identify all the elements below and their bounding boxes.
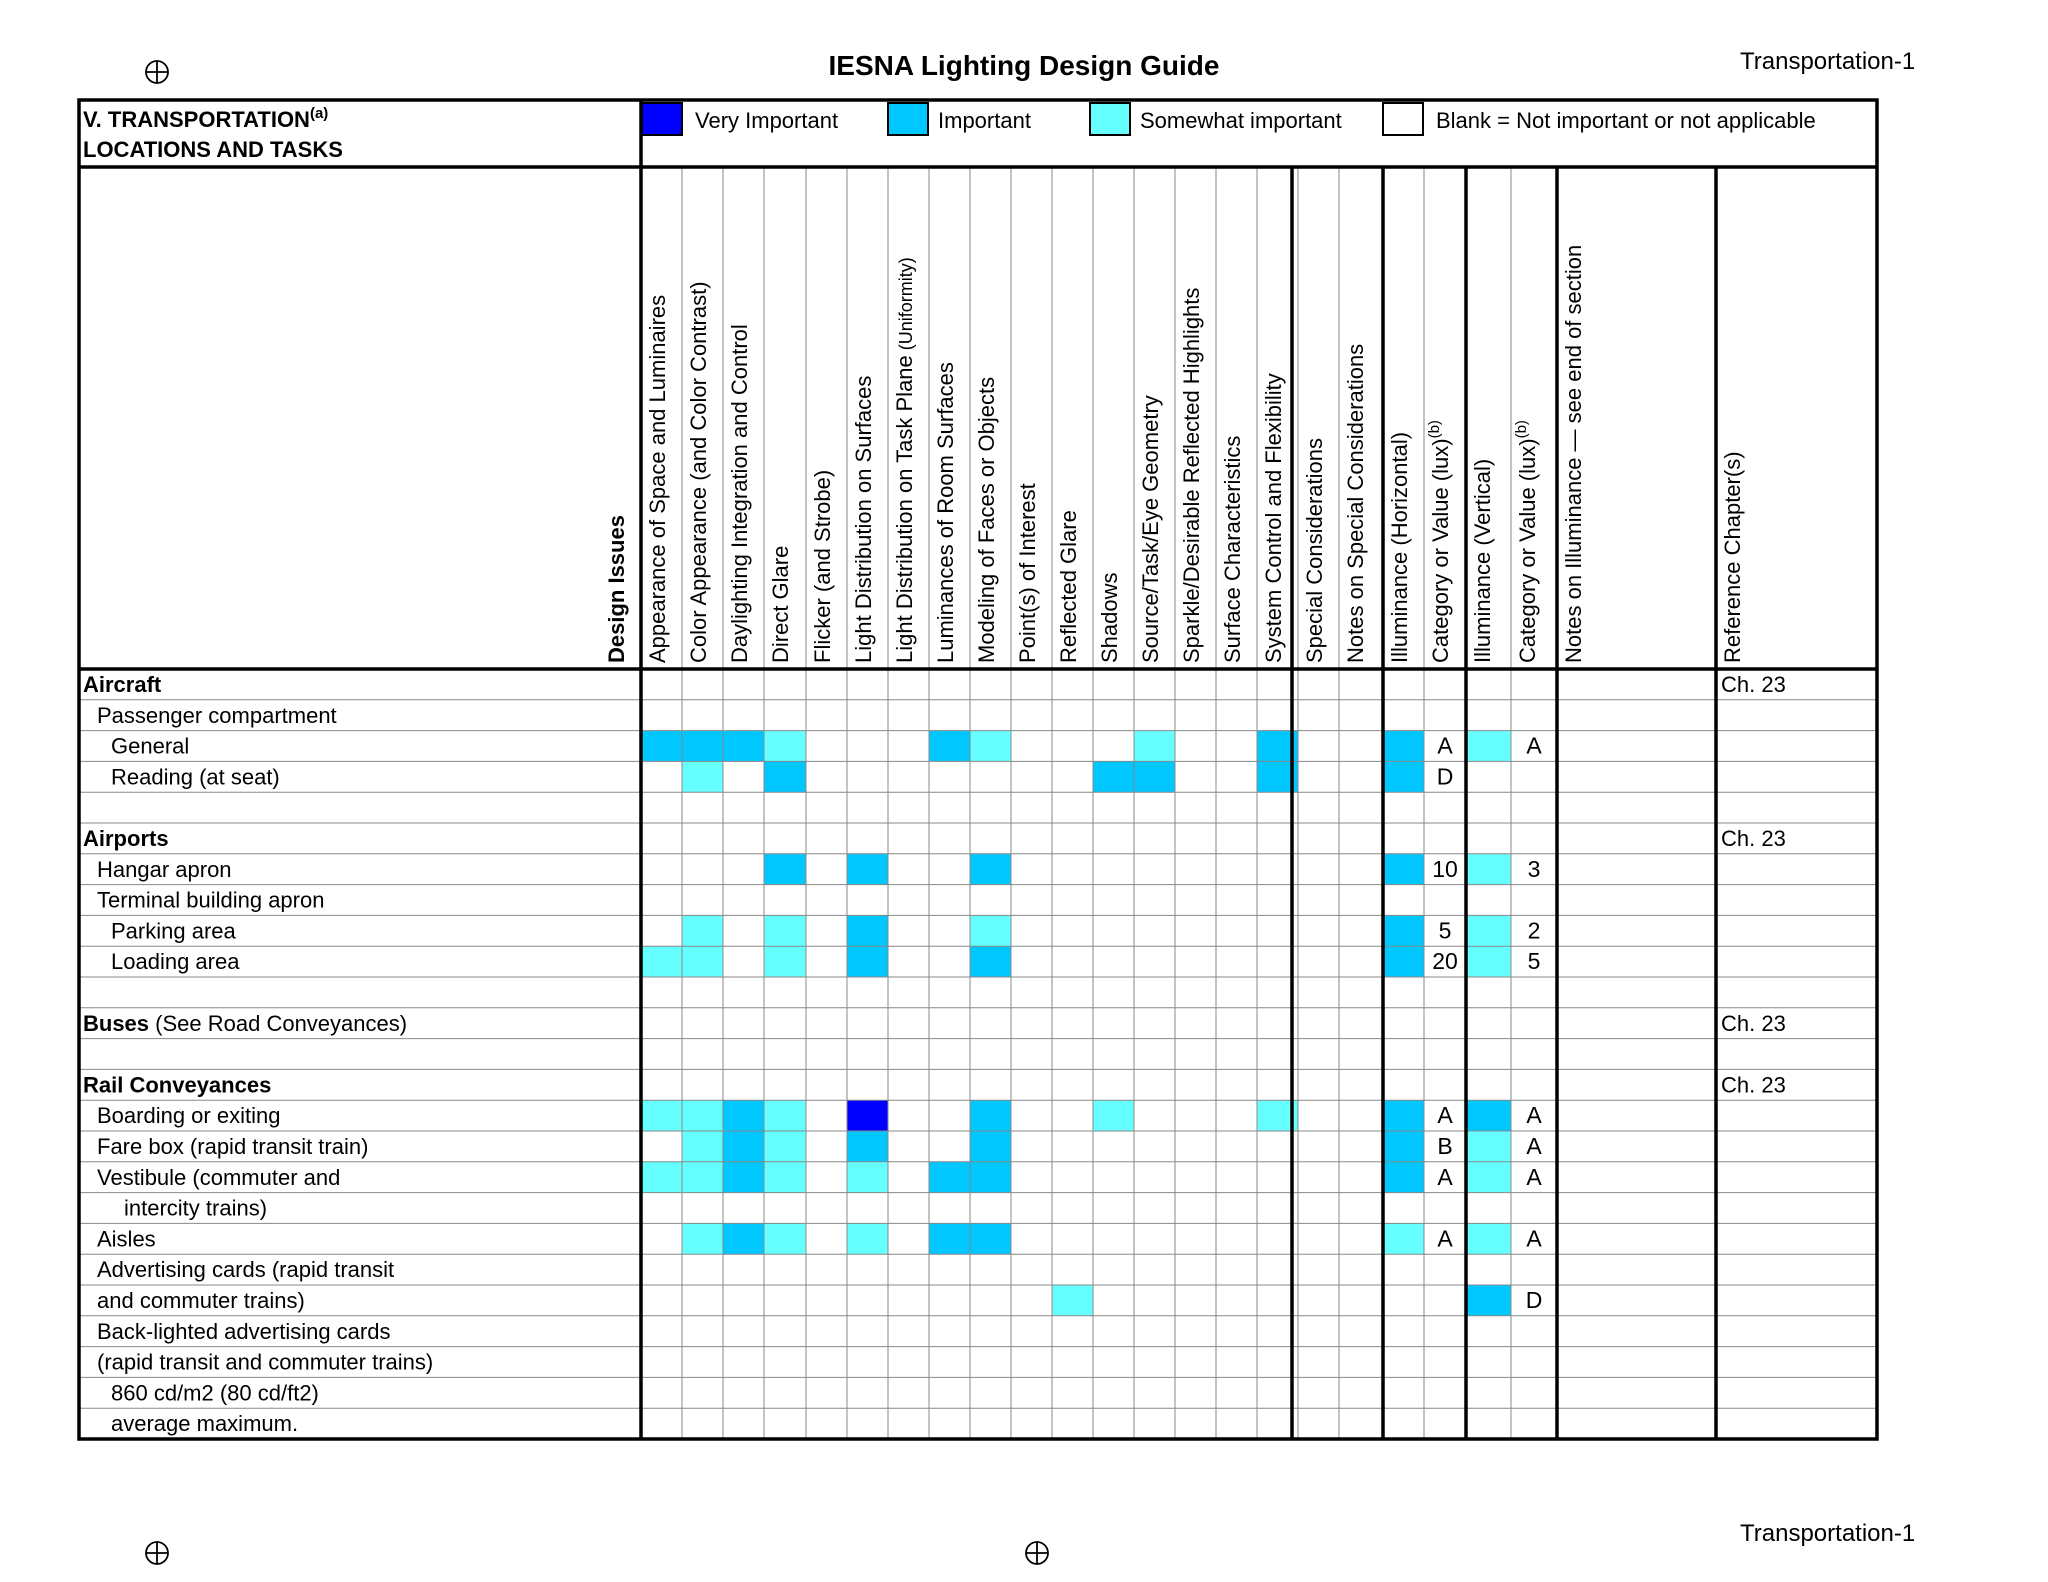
vertical-illuminance-value: D	[1525, 1287, 1543, 1313]
rating-cell	[1383, 946, 1424, 977]
rating-cell	[929, 1223, 970, 1254]
rating-cell	[1052, 1285, 1093, 1316]
rating-cell	[723, 1223, 764, 1254]
column-header: System Control and Flexibility	[1261, 373, 1286, 663]
column-header: Color Appearance (and Color Contrast)	[686, 281, 711, 663]
row-label: Boarding or exiting	[97, 1103, 281, 1129]
rating-cell	[764, 946, 806, 977]
row-label: Rail Conveyances	[83, 1072, 272, 1098]
column-header: Direct Glare	[768, 545, 793, 663]
vertical-illuminance-value: A	[1526, 1133, 1542, 1159]
rating-cell	[1466, 731, 1511, 762]
design-issues-label: Design Issues	[604, 515, 629, 663]
rating-cell	[1093, 1100, 1134, 1131]
rating-cell	[1466, 1100, 1511, 1131]
column-header: Daylighting Integration and Control	[727, 324, 752, 663]
rating-cell	[847, 1223, 888, 1254]
rating-cell	[1383, 915, 1424, 946]
rating-cell	[970, 1223, 1011, 1254]
rating-cell	[847, 854, 888, 885]
row-label: Buses (See Road Conveyances)	[83, 1010, 408, 1036]
vertical-illuminance-value: A	[1526, 1225, 1542, 1252]
rating-cell	[970, 1162, 1011, 1193]
rating-cell	[682, 915, 723, 946]
rating-cell	[1134, 761, 1175, 792]
rating-cell	[1383, 1100, 1424, 1131]
rating-cell	[764, 1162, 806, 1193]
row-label: average maximum.	[111, 1411, 299, 1437]
rating-cell	[682, 1162, 723, 1193]
rating-cell	[1383, 854, 1424, 885]
rating-cell	[929, 1162, 970, 1193]
rating-cell	[847, 1100, 888, 1131]
rating-cell	[682, 1100, 723, 1131]
footnote-mark: (a)	[309, 105, 329, 122]
column-header: Illuminance (Vertical)	[1470, 458, 1495, 663]
section-title-line2: LOCATIONS AND TASKS	[83, 137, 343, 162]
horizontal-illuminance-value: A	[1437, 1225, 1453, 1252]
rating-cell	[682, 761, 723, 792]
rating-cells	[641, 731, 1511, 1316]
legend-label: Blank = Not important or not applicable	[1436, 108, 1816, 133]
row-label: Aisles	[97, 1226, 156, 1252]
horizontal-illuminance-value: A	[1437, 1102, 1453, 1129]
legend-swatch	[888, 103, 928, 135]
page-title: IESNA Lighting Design Guide	[828, 50, 1220, 81]
rating-cell	[970, 1100, 1011, 1131]
vertical-illuminance-value: 3	[1527, 855, 1541, 882]
rating-cell	[970, 915, 1011, 946]
rating-cell	[1093, 761, 1134, 792]
page-label-top: Transportation-1	[1740, 48, 1916, 75]
rating-cell	[723, 1131, 764, 1162]
rating-cell	[682, 946, 723, 977]
column-header: Modeling of Faces or Objects	[974, 376, 999, 663]
rating-cell	[682, 731, 723, 762]
row-label: intercity trains)	[124, 1195, 268, 1221]
horizontal-illuminance-value: 5	[1438, 917, 1452, 944]
rating-cell	[1466, 854, 1511, 885]
rating-cell	[641, 1162, 682, 1193]
row-label: Loading area	[111, 949, 240, 975]
rating-cell	[970, 1131, 1011, 1162]
rating-cell	[1383, 1223, 1424, 1254]
column-header: Light Distribution on Task Plane (Uniformity)	[892, 257, 917, 663]
row-label: Reading (at seat)	[111, 764, 280, 790]
rating-cell	[641, 946, 682, 977]
column-header: Illuminance (Horizontal)	[1387, 431, 1412, 663]
column-header: Notes on Special Considerations	[1343, 343, 1368, 663]
horizontal-illuminance-value: 20	[1432, 948, 1458, 975]
rating-cell	[764, 854, 806, 885]
vertical-illuminance-value: A	[1526, 732, 1542, 759]
rating-cell	[847, 1131, 888, 1162]
rating-cell	[1383, 731, 1424, 762]
rating-cell	[764, 1100, 806, 1131]
reference-chapter: Ch. 23	[1721, 826, 1786, 851]
vertical-illuminance-value: 2	[1527, 917, 1541, 944]
rating-cell	[764, 915, 806, 946]
column-header: Shadows	[1097, 572, 1122, 663]
column-header: Luminances of Room Surfaces	[933, 362, 958, 663]
rating-cell	[1466, 1131, 1511, 1162]
vertical-illuminance-value: A	[1526, 1163, 1542, 1190]
row-label: Passenger compartment	[97, 702, 337, 728]
reference-chapter: Ch. 23	[1721, 1072, 1786, 1098]
column-header: Appearance of Space and Luminaires	[645, 294, 670, 663]
legend	[642, 103, 1816, 135]
legend-label: Very Important	[695, 108, 839, 133]
legend-label: Important	[938, 108, 1031, 133]
column-header: Category or Value (lux)$^{(b)}$	[1513, 420, 1540, 663]
rating-cell	[1383, 761, 1424, 792]
row-label: Fare box (rapid transit train)	[97, 1134, 369, 1159]
column-header: Light Distribution on Surfaces	[851, 375, 876, 663]
legend-swatch	[642, 103, 682, 135]
rating-cell	[970, 731, 1011, 762]
row-label: 860 cd/m2 (80 cd/ft2)	[111, 1380, 319, 1406]
row-label: Advertising cards (rapid transit	[97, 1257, 395, 1283]
column-header: Surface Characteristics	[1220, 435, 1245, 663]
rating-cell	[723, 1162, 764, 1193]
row-label: Parking area	[111, 918, 236, 944]
rating-cell	[764, 1131, 806, 1162]
row-label: Airports	[83, 826, 169, 851]
column-header: Flicker (and Strobe)	[810, 469, 835, 663]
rating-cell	[847, 1162, 888, 1193]
rating-cell	[1134, 731, 1175, 762]
legend-swatch	[1383, 103, 1423, 135]
horizontal-illuminance-value: A	[1437, 1163, 1453, 1190]
row-label: Back-lighted advertising cards	[97, 1318, 391, 1344]
horizontal-illuminance-value: 10	[1432, 855, 1458, 882]
reference-chapter: Ch. 23	[1721, 672, 1786, 697]
vertical-illuminance-value: A	[1526, 1102, 1542, 1129]
rating-cell	[682, 1223, 723, 1254]
rating-cell	[970, 854, 1011, 885]
column-header: Point(s) of Interest	[1015, 483, 1040, 663]
rating-cell	[723, 1100, 764, 1131]
horizontal-illuminance-value: A	[1437, 732, 1453, 759]
section-title-line1: V. TRANSPORTATION	[83, 107, 310, 132]
rating-cell	[1383, 1162, 1424, 1193]
section-title	[83, 105, 328, 132]
legend-swatch	[1090, 103, 1130, 135]
column-header: Notes on Illuminance — see end of section	[1561, 244, 1586, 663]
rating-cell	[641, 1100, 682, 1131]
rating-cell	[764, 1223, 806, 1254]
reference-chapter: Ch. 23	[1721, 1010, 1786, 1036]
rating-cell	[764, 761, 806, 792]
table-rows	[83, 672, 1786, 1436]
vertical-illuminance-value: 5	[1527, 948, 1541, 975]
row-label: Aircraft	[83, 672, 162, 697]
row-label: General	[111, 733, 190, 759]
rating-cell	[1383, 1131, 1424, 1162]
row-label: Terminal building apron	[97, 887, 325, 913]
rating-cell	[1466, 1285, 1511, 1316]
rating-cell	[970, 946, 1011, 977]
rating-cell	[1466, 1162, 1511, 1193]
rating-cell	[764, 731, 806, 762]
rating-cell	[847, 915, 888, 946]
rating-cell	[1466, 1223, 1511, 1254]
horizontal-illuminance-value: D	[1436, 763, 1454, 790]
rating-cell	[847, 946, 888, 977]
column-header: Reference Chapter(s)	[1720, 451, 1745, 663]
column-header: Reflected Glare	[1056, 510, 1081, 663]
rating-cell	[723, 731, 764, 762]
rating-cell	[641, 731, 682, 762]
horizontal-illuminance-value: B	[1437, 1133, 1453, 1159]
column-header: Source/Task/Eye Geometry	[1138, 395, 1163, 663]
column-header: Sparkle/Desirable Reflected Highlights	[1179, 287, 1204, 663]
row-label: (rapid transit and commuter trains)	[97, 1349, 434, 1375]
legend-label: Somewhat important	[1140, 108, 1342, 133]
rating-cell	[1466, 915, 1511, 946]
page-label-bottom: Transportation-1	[1740, 1520, 1916, 1547]
row-label: Vestibule (commuter and	[97, 1164, 341, 1190]
row-label: Hangar apron	[97, 856, 232, 882]
row-label: and commuter trains)	[97, 1288, 305, 1313]
rating-cell	[929, 731, 970, 762]
rating-cell	[1466, 946, 1511, 977]
column-header: Category or Value (lux)$^{(b)}$	[1426, 420, 1453, 663]
column-header: Special Considerations	[1302, 437, 1327, 663]
rating-cell	[682, 1131, 723, 1162]
